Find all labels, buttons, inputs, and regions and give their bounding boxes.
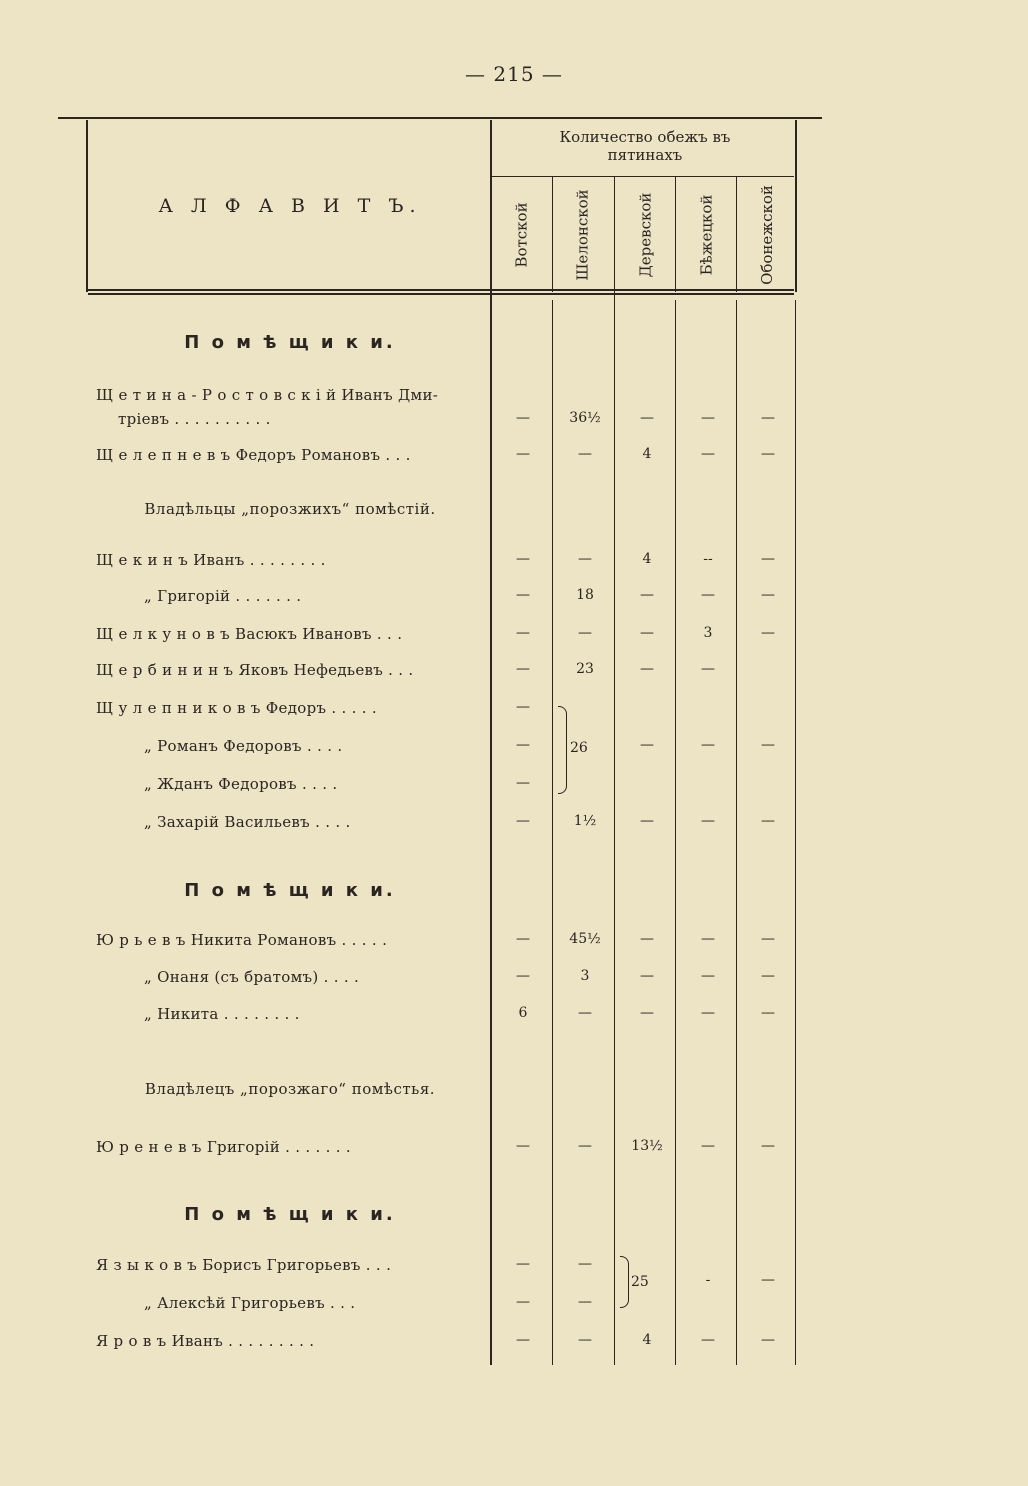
header-rule-bottom [88, 293, 794, 295]
value-cell: — [640, 410, 654, 426]
value-cell: 6 [518, 1005, 528, 1021]
table-row [0, 1138, 1028, 1164]
value-cell: — [516, 446, 530, 462]
value-cell: — [578, 446, 592, 462]
bracket-value: 26 [570, 740, 588, 756]
value-cell: — [516, 699, 530, 715]
value-cell: — [640, 661, 654, 677]
table-row [0, 931, 1028, 957]
table-row [0, 775, 1028, 801]
value-cell: — [761, 1005, 775, 1021]
value-cell: 4 [642, 446, 652, 462]
value-cell: — [578, 1294, 592, 1310]
value-cell: — [701, 410, 715, 426]
value-cell: — [516, 1138, 530, 1154]
table-row [0, 1294, 1028, 1320]
value-cell: 13½ [631, 1138, 663, 1154]
entry-name: „ Жданъ Федоровъ . . . . [144, 775, 338, 793]
value-cell: — [578, 1332, 592, 1348]
value-cell: — [640, 813, 654, 829]
value-cell: — [578, 1256, 592, 1272]
section-note: Владѣлецъ „порозжаго“ помѣстья. [144, 1080, 436, 1098]
entry-name: Я р о в ъ Иванъ . . . . . . . . . [96, 1332, 315, 1350]
section-title: П о м ѣ щ и к и. [184, 880, 396, 901]
entry-name: Ю р е н е в ъ Григорій . . . . . . . [96, 1138, 351, 1156]
value-cell: 4 [642, 1332, 652, 1348]
value-cell: 45½ [569, 931, 601, 947]
table-row [0, 1332, 1028, 1358]
top-rule [58, 117, 822, 119]
value-cell: — [640, 931, 654, 947]
column-header-shelonskoy: Шелонской [574, 189, 593, 281]
value-cell: 3 [703, 625, 713, 641]
value-cell: — [640, 1005, 654, 1021]
column-header-obonezhskoy: Обонежской [758, 185, 776, 285]
entry-name: Щ у л е п н и к о в ъ Федоръ . . . . . [96, 699, 378, 717]
table-row [0, 737, 1028, 763]
value-cell: — [761, 1138, 775, 1154]
value-cell: — [640, 587, 654, 603]
value-cell: 23 [576, 661, 594, 677]
value-cell: — [761, 410, 775, 426]
value-cell: — [701, 931, 715, 947]
value-cell: 36½ [569, 410, 601, 426]
table-row [0, 625, 1028, 651]
table-row [0, 699, 1028, 725]
entry-name: „ Онаня (съ братомъ) . . . . [144, 968, 360, 986]
value-cell: — [516, 587, 530, 603]
value-cell: — [761, 737, 775, 753]
entry-name: Щ е л к у н о в ъ Васюкъ Ивановъ . . . [96, 625, 403, 643]
entry-name: Щ е л е п н е в ъ Федоръ Романовъ . . . [96, 446, 411, 464]
table-row [0, 968, 1028, 994]
value-cell: 4 [642, 551, 652, 567]
value-cell: — [761, 1272, 775, 1288]
value-cell: — [516, 551, 530, 567]
left-border [86, 120, 88, 292]
value-cell: 18 [576, 587, 594, 603]
entry-name: Ю р ь е в ъ Никита Романовъ . . . . . [96, 931, 388, 949]
value-cell: — [516, 737, 530, 753]
value-cell: — [516, 410, 530, 426]
value-cell: — [761, 1332, 775, 1348]
value-cell: — [516, 813, 530, 829]
value-cell: — [701, 661, 715, 677]
value-cell: 1½ [573, 813, 597, 829]
table-row [0, 551, 1028, 577]
value-cell: — [578, 625, 592, 641]
entry-name: „ Никита . . . . . . . . [144, 1005, 300, 1023]
entry-name: Щ е т и н а - Р о с т о в с к і й Иванъ Дми- [96, 386, 439, 404]
value-cell: — [761, 625, 775, 641]
value-cell: — [640, 625, 654, 641]
value-cell: — [701, 1332, 715, 1348]
entry-name: „ Алексѣй Григорьевъ . . . [144, 1294, 356, 1312]
entry-name: „ Григорій . . . . . . . [144, 587, 302, 605]
value-cell: — [516, 625, 530, 641]
value-cell: 3 [580, 968, 590, 984]
col-divider-2 [614, 177, 615, 1365]
table-row [0, 386, 1028, 412]
value-cell: — [701, 813, 715, 829]
value-cell: — [516, 775, 530, 791]
column-header-derevskoy: Деревской [636, 192, 654, 278]
value-cell: — [516, 968, 530, 984]
value-cell: — [578, 1138, 592, 1154]
value-cell: — [701, 446, 715, 462]
table-row [0, 446, 1028, 472]
entry-name: „ Захарій Васильевъ . . . . [144, 813, 351, 831]
value-cell: — [578, 551, 592, 567]
section-note: Владѣльцы „порозжихъ“ помѣстій. [144, 500, 436, 518]
value-cell: — [761, 968, 775, 984]
value-cell: -- [703, 551, 713, 567]
section-title: П о м ѣ щ и к и. [184, 332, 396, 353]
table-row [0, 587, 1028, 613]
value-cell: — [761, 931, 775, 947]
value-cell: — [701, 1138, 715, 1154]
entry-name: Я з ы к о в ъ Борисъ Григорьевъ . . . [96, 1256, 392, 1274]
table-row [0, 1256, 1028, 1288]
column-header-votskoy: Вотской [513, 202, 531, 268]
value-cell: — [578, 1005, 592, 1021]
section-title: П о м ѣ щ и к и. [184, 1204, 396, 1225]
value-cell: — [516, 1294, 530, 1310]
group-header: Количество обежъ въ пятинахъ [559, 128, 731, 164]
value-cell: — [516, 1332, 530, 1348]
table-row [0, 813, 1028, 839]
entry-name: „ Романъ Федоровъ . . . . [144, 737, 343, 755]
value-cell: — [516, 931, 530, 947]
bracket [620, 1256, 629, 1308]
bracket [558, 706, 567, 794]
value-cell: — [640, 968, 654, 984]
table-row [0, 1005, 1028, 1031]
value-cell: — [516, 661, 530, 677]
table-row [0, 661, 1028, 687]
table-row [0, 410, 1028, 436]
page-number: — 215 — [465, 62, 563, 86]
value-cell: — [761, 446, 775, 462]
entry-name: Щ е р б и н и н ъ Яковъ Нефедьевъ . . . [96, 661, 414, 679]
value-cell: — [701, 1005, 715, 1021]
value-cell: — [701, 968, 715, 984]
entry-name: Щ е к и н ъ Иванъ . . . . . . . . [96, 551, 326, 569]
value-cell: — [640, 737, 654, 753]
value-cell: — [701, 587, 715, 603]
column-header-bezhetskoy: Бѣжецкой [697, 194, 716, 276]
group-header-rule [492, 176, 794, 177]
value-cell: — [761, 587, 775, 603]
entry-name-continued: тріевъ . . . . . . . . . . [118, 410, 271, 428]
bracket-value: 25 [631, 1274, 649, 1290]
value-cell: — [761, 813, 775, 829]
value-cell: — [701, 737, 715, 753]
value-cell: - [705, 1272, 711, 1288]
value-cell: — [516, 1256, 530, 1272]
value-cell: — [761, 551, 775, 567]
alphabet-title: А Л Ф А В И Т Ъ. [158, 195, 422, 217]
